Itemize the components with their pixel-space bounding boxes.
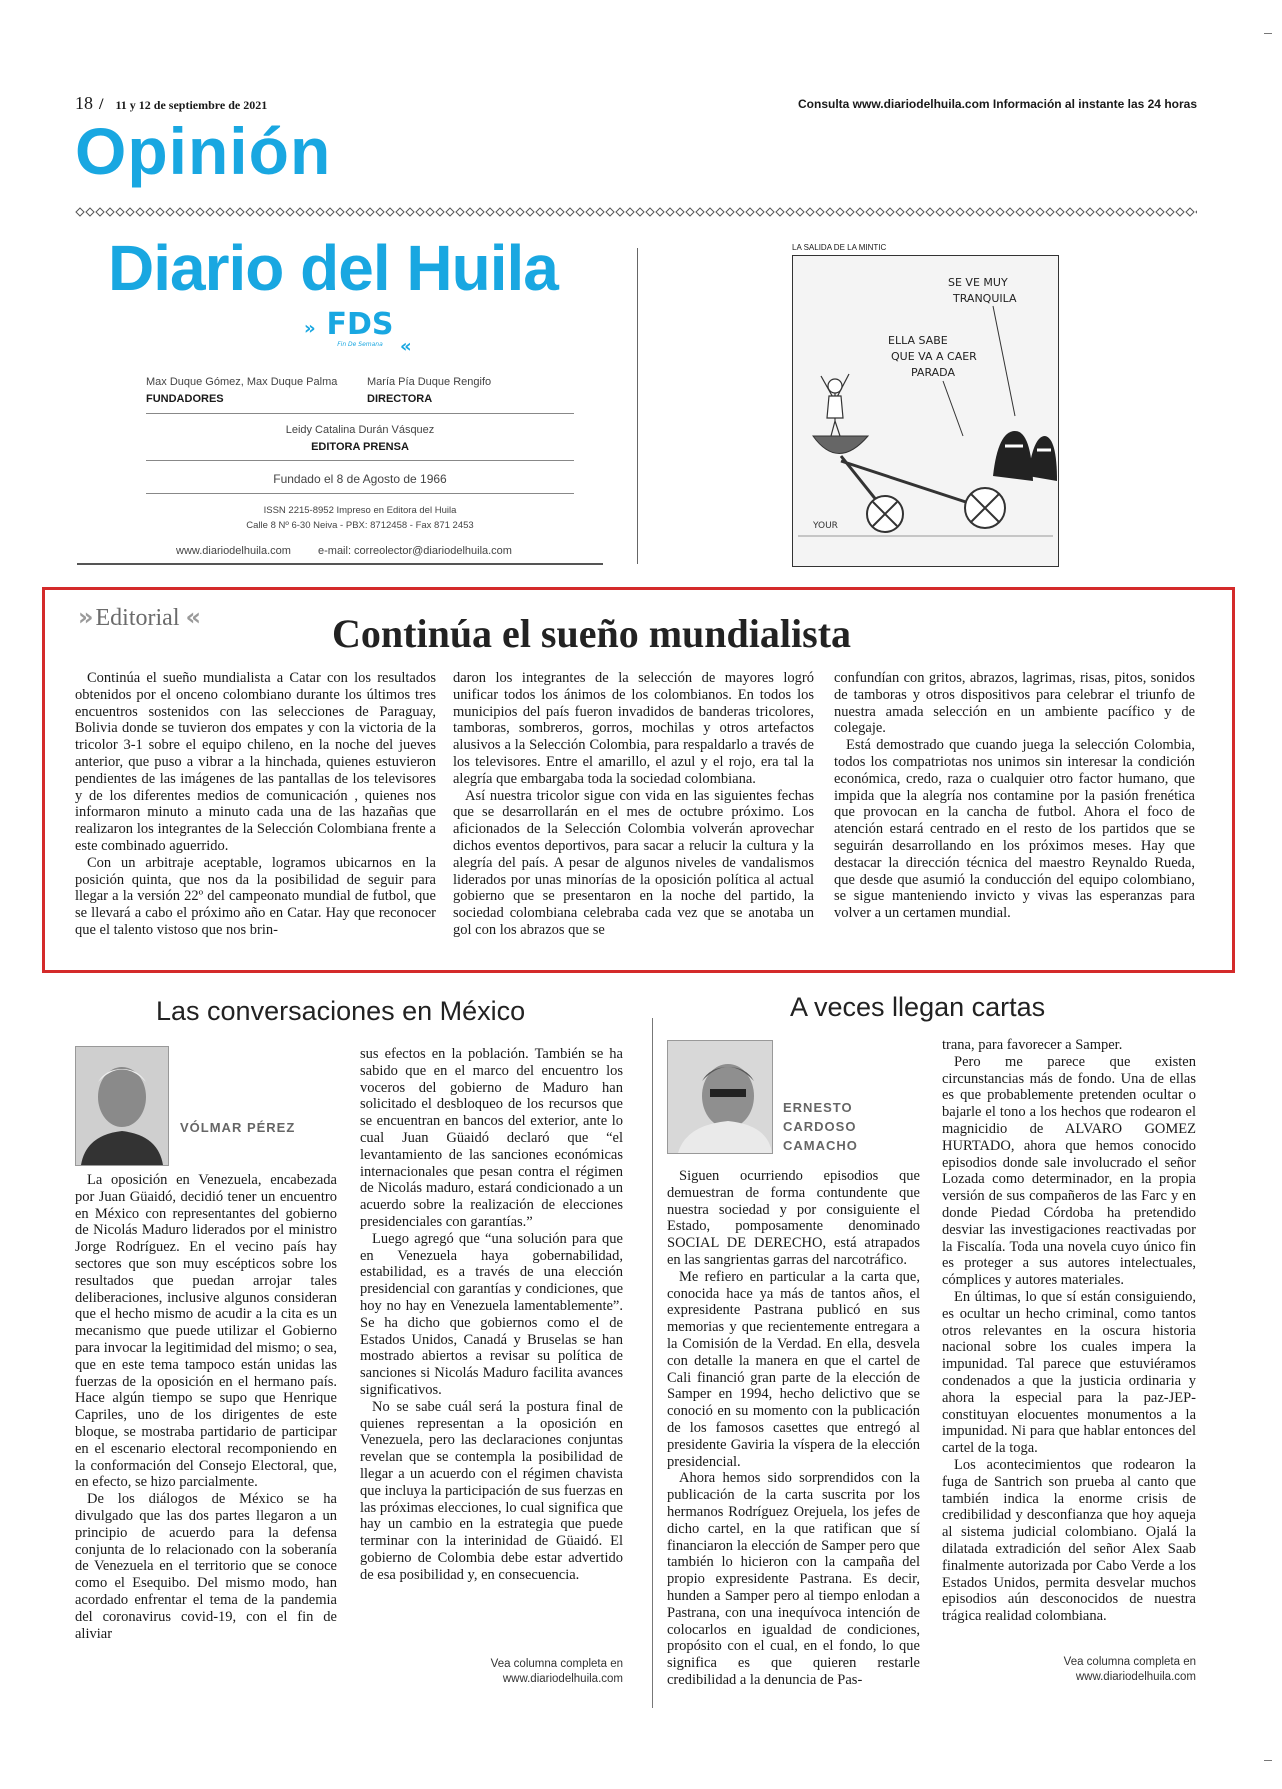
founders-role: FUNDADORES: [146, 393, 224, 405]
founded-date: Fundado el 8 de Agosto de 1966: [273, 472, 447, 486]
svg-text:PARADA: PARADA: [911, 366, 955, 379]
svg-text:»: »: [304, 318, 316, 339]
fds-logo-text: FDS: [326, 307, 394, 342]
editorial-column-1: [75, 670, 436, 939]
page-number: 18: [75, 93, 93, 113]
cartoon-bubble-2: ELLA SABE: [888, 334, 948, 347]
svg-text:«: «: [400, 336, 412, 356]
fds-logo-subtitle: Fin De Semana: [337, 341, 383, 348]
website-banner: Consulta www.diariodelhuila.com Información al instante las 24 horas: [798, 97, 1197, 111]
paragraph: daron los integrantes de la selección de mayores logró unificar todos los ánimos de los colombianos. En todos los municipios del país fueron invadidos de banderas tricolores, tamboras, sombreros, gorros, mochilas y otros artefactos alusivos a la Selección Colombia, para respaldarlo a través de los televisores. Entre el amarillo, el azul y el rojo, era tal la alegría que embargaba toda la sociedad colombiana.: [453, 670, 814, 787]
paragraph: Continúa el sueño mundialista a Catar con los resultados obtenidos por el onceno colombiano durante los últimos tres encuentros sostenidos con las selecciones de Paraguay, Bolivia donde se tuvieron dos empates y con la victoria de la tricolor 3-1 sobre el equipo chileno, en la noche del jueves anterior, que puso a vibrar a la hinchada, quienes estuvieron pendientes de las imágenes de las pantallas de los televisores y de los diferentes medios de comunicación , quienes nos informaron minuto a minuto cada una de las hazañas que realizaron los integrantes de la Selección Colombiana frente a este combinado aguerrido.: [75, 670, 436, 854]
masthead-vertical-rule: [637, 248, 638, 564]
paragraph: En últimas, lo que sí están consiguiendo, es ocultar un hecho criminal, como tantos otros relevantes en la oscura historia nacional sobre los cuales impera la impunidad. Tal parece que estuviéramos condenados a que la justicia ordinaria y ahora la especial para la paz-JEP- constituyan elocuentes monumentos a la impunidad. Ni para que hablar entonces del cartel de la toga.: [942, 1288, 1196, 1457]
read-more-left[interactable]: Vea columna completa en www.diariodelhuila.com: [490, 1658, 623, 1685]
column-divider: [652, 1018, 653, 1708]
decorative-rule: [75, 207, 1197, 217]
newspaper-masthead: Diario del Huila: [108, 232, 558, 304]
fds-logo: [302, 304, 416, 356]
masthead-email[interactable]: e-mail: correolector@diariodelhuila.com: [318, 545, 512, 557]
column-headline-left: Las conversaciones en México: [156, 996, 526, 1026]
paragraph: La oposición en Venezuela, encabezada por Juan Güaidó, decidió tener un encuentro en México con representantes del gobierno de Nicolás Maduro liderados por el ministro Jorge Rodríguez. En el vecino país hay sectores que son muy escépticos sobre los resultados que puedan arrojar tales deliberaciones, inclusive algunos consideran que el hecho mismo de acudir a la cita es un mecanismo que puede utilizar el Gobierno para invocar la legitimidad del mismo; o sea, que en este tema tampoco están unidas las fuerzas de la oposición en el hermano país. Hace algún tiempo se supo que Henrique Capriles, uno de los dirigentes de este bloque, se mostraba partidario de participar en el escenario electoral recomponiendo en la conformación del Consejo Electoral, que, en efecto, se hizo parcialmente.: [75, 1172, 337, 1491]
editorial-headline: Continúa el sueño mundialista: [332, 611, 852, 656]
director-role: DIRECTORA: [367, 393, 433, 405]
author-photo-right: [667, 1040, 773, 1154]
cartoon-bubble-1: SE VE MUY: [948, 276, 1008, 289]
crop-mark: [1264, 1760, 1272, 1761]
paragraph: trana, para favorecer a Samper.: [942, 1037, 1123, 1053]
column-right-body-1: [667, 1168, 920, 1689]
masthead-divider: [146, 460, 574, 461]
author-photo-left: [75, 1046, 169, 1166]
paragraph: Así nuestra tricolor sigue con vida en las siguientes fechas que se desarrollarán en el mes de octubre próximo. Los aficionados de la Selección Colombia volverán aprovechar dichos eventos deportivos, para sacar a relucir la cultura y la alegría del país. A pesar de algunos niveles de vandalismos liderados por unas minorías de la oposición política al actual gobierno que se presentaron en la noche del partido, la sociedad colombiana celebraba cada vez que se anotaba un gol con los abrazos que se: [453, 787, 814, 938]
paragraph: confundían con gritos, abrazos, lagrimas, risas, pitos, sonidos de tamboras y otros dispositivos para celebrar el triunfo de nuestra amada selección en un ambiente pacífico y de colegaje.: [834, 670, 1195, 737]
editorial-kicker: » Editorial «: [78, 603, 198, 631]
paragraph: Luego agregó que “una solución para que en Venezuela haya gobernabilidad, estabilidad, es a través de una elección presidencial con garantías y condiciones, que hoy no hay en Venezuela lamentablemente”. Se ha dicho que gobiernos como el de Estados Unidos, Canadá y Bruselas se han mostrado abiertos a revisar su política de sanciones si Nicolás Maduro facilita avances significativos.: [360, 1230, 623, 1398]
svg-text:QUE VA A CAER: QUE VA A CAER: [891, 350, 977, 363]
author-name-left: VÓLMAR PÉREZ: [180, 1120, 296, 1135]
column-headline-right: A veces llegan cartas: [790, 992, 1046, 1022]
masthead-divider: [146, 413, 574, 414]
paragraph: Ahora hemos sido sorprendidos con la publicación de la carta suscrita por los hermanos Rodríguez Orejuela, los jefes de dicho cartel, en la que ratifican que sí financiaron la elección de Samper pero que también lo hicieron con la campaña del propio expresidente Pastrana. Es decir, hunden a Samper pero al tiempo enlodan a Pastrana, con una inequívoca intención de colocarlos en igualdad de condiciones, propósito con el cual, en el fondo, lo que significa es que quieren restarle credibilidad a la denuncia de Pas-: [667, 1470, 920, 1688]
svg-text:TRANQUILA: TRANQUILA: [953, 292, 1017, 305]
page-header-left: [75, 93, 267, 114]
cartoon-caption: LA SALIDA DE LA MINTIC: [792, 243, 887, 252]
section-title: Opinión: [75, 114, 332, 188]
paragraph: No se sabe cuál será la postura final de quienes representan a la oposición en Venezuela, pero las declaraciones conjuntas revelan que se contempla la posibilidad de llegar a un acuerdo con el régimen chavista que incluya la participación de sus fuerzas en las próximas elecciones, lo cual significa que hay un cambio en la estrategia que puede terminar con la interinidad de Güaidó. El gobierno de Colombia debe estar advertido de esa posibilidad y, en consecuencia.: [360, 1398, 623, 1583]
masthead-divider: [146, 493, 574, 494]
editor-role: EDITORA PRENSA: [311, 441, 409, 453]
paragraph: Siguen ocurriendo episodios que demuestran de forma contundente que nuestra sociedad y por consiguiente el Estado, pomposamente denominado SOCIAL DE DERECHO, está atrapados en las sangrientas garras del narcotráfico.: [667, 1168, 920, 1268]
paragraph: Pero me parece que existen circunstancias más de fondo. Una de ellas es que probablemente pretenden ocultar o bajarle el tono a los hechos que rodearon el magnicidio de ALVARO GOMEZ HURTADO, ahora que hemos conocido episodios donde sale involucrado el señor Lozada como determinador, en la propia versión de sus compañeros de las Farc y en donde Piedad Córdoba ha pretendido desviar las investigaciones reactivadas por la Fiscalía. Toda una novela cuyo único fin es proteger a sus autores intelectuales, cómplices y autores materiales.: [942, 1053, 1196, 1289]
paragraph: Me refiero en particular a la carta que, conocida hace ya más de tantos años, el expresidente Pastrana publicó en sus memorias y que recientemente entregara a la Comisión de la Verdad. En ella, desvela con detalle la manera en que el cartel de Cali financió gran parte de la elección de Samper en 1994, hecho delictivo que se conoció en su momento con la publicación de los famosos casettes que entregó al presidente Gaviria la víspera de la elección presidencial.: [667, 1268, 920, 1470]
editorial-column-2: [453, 670, 814, 939]
paragraph: De los diálogos de México se ha divulgado que las dos partes llegaron a un principio de acuerdo para la defensa conjunta de lo relacionado con la soberanía de Venezuela en el territorio que se conoce como el Esequibo. Del mismo modo, han acordado enfrentar el tema de la pandemia del coronavirus covid-19, con el fin de aliviar: [75, 1491, 337, 1642]
paragraph: Está demostrado que cuando juega la selección Colombia, todos los compatriotas nos unimos sin interesar la condición económica, credo, raza o cualquier otro factor humano, que impida que la alegría nos contamine por la pasión frenética que provocan en la cancha de futbol. Ahora el foco de atención estará centrado en el resto de los partidos que se seguirán desarrollando en los próximos meses. Hay que destacar la dirección técnica del maestro Reynaldo Rueda, que desde que asumió la conducción del equipo colombiano, se sigue manteniendo invicto y vivas las esperanzas para volver a un certamen mundial.: [834, 737, 1195, 922]
editorial-cartoon: [792, 255, 1059, 567]
author-name-right: ERNESTO CARDOSO CAMACHO: [783, 1100, 858, 1153]
issn-info: ISSN 2215-8952 Impreso en Editora del Huila: [263, 505, 457, 516]
masthead-website[interactable]: www.diariodelhuila.com: [176, 545, 291, 557]
address-info: Calle 8 Nº 6-30 Neiva - PBX: 8712458 - Fax 871 2453: [246, 520, 474, 531]
cartoon-signature: YOUR: [813, 521, 838, 531]
edition-date: 11 y 12 de septiembre de 2021: [115, 98, 268, 112]
editor-name: Leidy Catalina Durán Vásquez: [285, 424, 435, 436]
founders-names: Max Duque Gómez, Max Duque Palma: [146, 376, 338, 388]
column-left-body-2: [360, 1046, 623, 1584]
editorial-column-3: [834, 670, 1195, 922]
page-separator: /: [99, 96, 104, 113]
paragraph: Con un arbitraje aceptable, logramos ubicarnos en la posición quinta, que nos da la posibilidad de seguir para llegar a la versión 22º del campeonato mundial de futbol, que se llevará a cabo el próximo año en Catar. Hay que reconocer que el talento vistoso que nos brin-: [75, 854, 436, 938]
paragraph: sus efectos en la población. También se ha sabido que en el marco del encuentro los voceros del gobierno de Maduro han solicitado el desbloqueo de los recursos que se encuentran en bancos del exterior, ante lo cual Juan Güaidó declaró que “el levantamiento de las sanciones económicas internacionales que pesan contra el régimen de Nicolás maduro, estará condicionado a un acuerdo sobre la realización de elecciones presidenciales con garantías.”: [360, 1046, 623, 1230]
paragraph: Los acontecimientos que rodearon la fuga de Santrich son prueba al canto que también indica la enorme crisis de credibilidad y desconfianza que hoy aqueja al sistema judicial colombiano. Ojalá la dilatada extradición del señor Alex Saab finalmente autorizada por Cabo Verde a los Estados Unidos, permita desvelar muchos episodios aún desconocidos de nuestra trágica realidad colombiana.: [942, 1456, 1196, 1625]
masthead-bottom-rule: [77, 563, 603, 565]
crop-mark: [1264, 33, 1272, 34]
director-name: María Pía Duque Rengifo: [367, 376, 492, 388]
column-right-body-2: [942, 1037, 1196, 1625]
column-left-body-1: [75, 1172, 337, 1642]
read-more-right[interactable]: Vea columna completa en www.diariodelhuila.com: [1063, 1656, 1196, 1683]
editorial-kicker-label: Editorial: [95, 605, 180, 631]
